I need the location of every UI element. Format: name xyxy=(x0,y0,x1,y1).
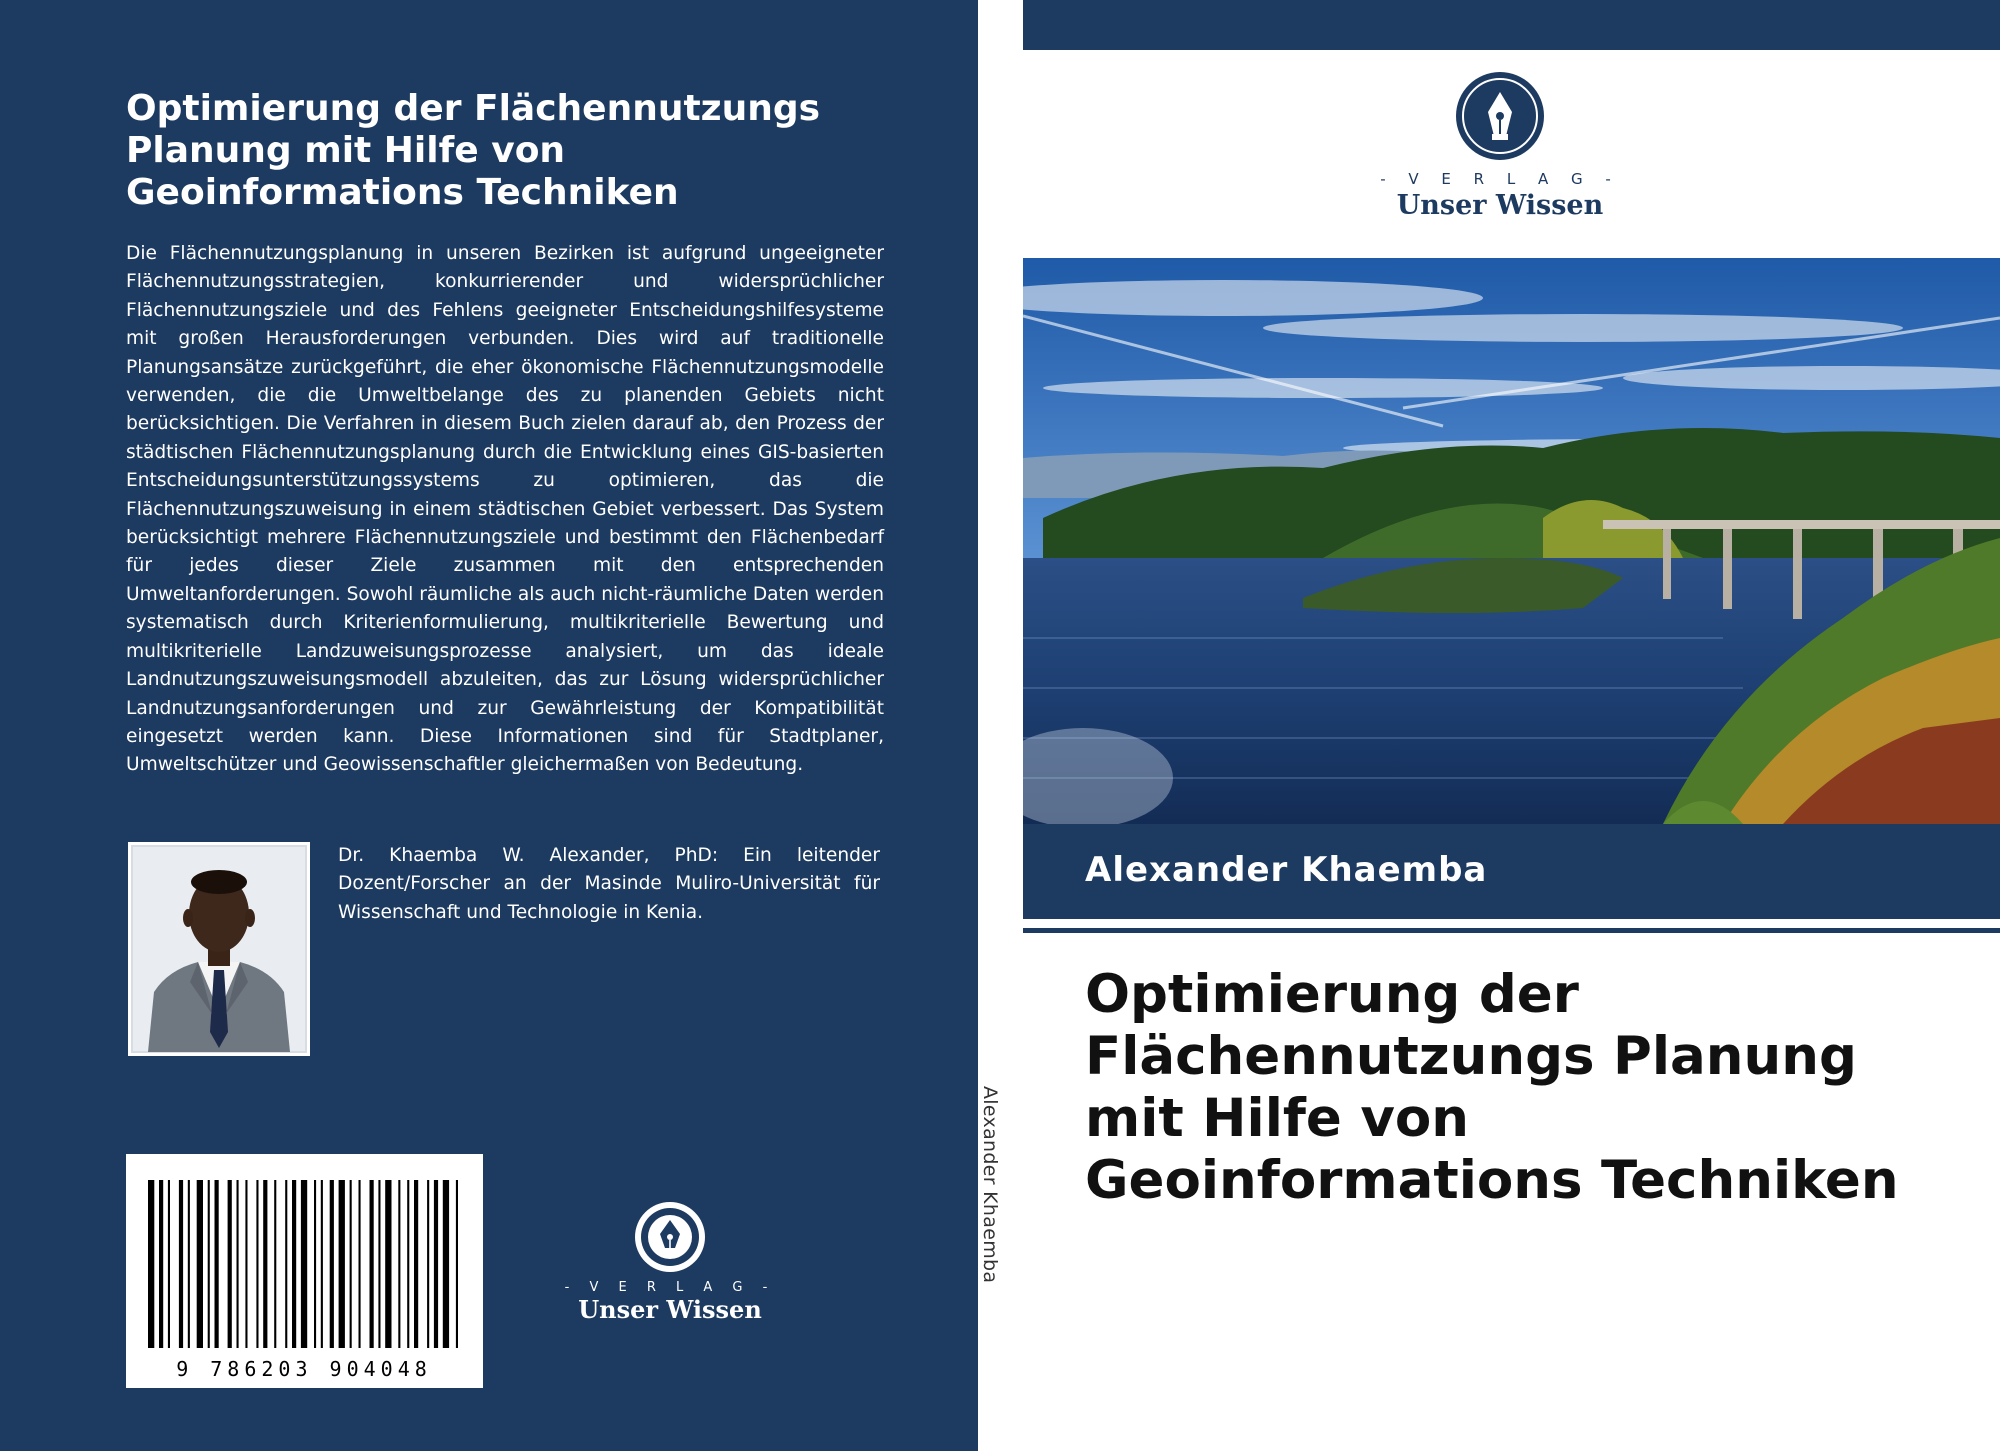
barcode-bar xyxy=(398,1180,400,1348)
spine-author: Alexander Khaemba xyxy=(979,1086,1001,1284)
front-author-bar xyxy=(1023,824,2000,919)
barcode-bar xyxy=(427,1180,429,1348)
isbn-barcode xyxy=(126,1154,483,1388)
barcode-bar xyxy=(148,1180,154,1348)
barcode-bar xyxy=(301,1180,307,1348)
front-top-bar xyxy=(1023,0,2000,50)
publisher-seal-icon xyxy=(633,1200,707,1274)
barcode-bar xyxy=(179,1180,183,1348)
back-publisher-label: - V E R L A G - xyxy=(564,1280,776,1295)
back-publisher-name: Unser Wissen xyxy=(578,1295,762,1324)
barcode-bar xyxy=(197,1180,203,1348)
barcode-bar xyxy=(228,1180,232,1348)
back-cover xyxy=(0,0,978,1451)
barcode-bar xyxy=(321,1180,323,1348)
barcode-bar xyxy=(159,1180,163,1348)
front-publisher-label: - V E R L A G - xyxy=(1380,170,1620,188)
barcode-bar xyxy=(414,1180,418,1348)
back-cover-title: Optimierung der Flächennutzungs Planung mit Hilfe von Geoinformations Techniken xyxy=(126,88,821,213)
front-cover-title: Optimierung der Flächennutzungs Planung mit Hilfe von Geoinformations Techniken xyxy=(1085,964,1899,1211)
barcode-bar xyxy=(385,1180,391,1348)
isbn-digits: 9 786203 904048 xyxy=(176,1357,432,1381)
barcode-bar xyxy=(359,1180,361,1348)
barcode-bar xyxy=(285,1180,287,1348)
front-divider-line xyxy=(1023,928,2000,933)
barcode-bar xyxy=(237,1180,239,1348)
front-author-name: Alexander Khaemba xyxy=(1085,850,1488,890)
barcode-bar xyxy=(208,1180,210,1348)
cover-photo xyxy=(1023,258,2000,824)
barcode-bar xyxy=(215,1180,219,1348)
barcode-bar xyxy=(330,1180,334,1348)
lake-landscape-photo-icon xyxy=(1023,258,2000,824)
barcode-bar xyxy=(350,1180,352,1348)
barcode-bar xyxy=(188,1180,190,1348)
barcode-bar xyxy=(443,1180,449,1348)
fountain-pen-nib-icon xyxy=(1454,70,1546,162)
barcode-bar xyxy=(314,1180,316,1348)
author-portrait-icon xyxy=(128,842,310,1056)
barcode-bar xyxy=(245,1180,247,1348)
barcode-bar xyxy=(339,1180,345,1348)
barcode-bar xyxy=(274,1180,276,1348)
barcode-bar xyxy=(168,1180,170,1348)
front-publisher-logo xyxy=(1350,70,1650,230)
barcode-bar xyxy=(407,1180,409,1348)
back-publisher-logo xyxy=(560,1200,780,1340)
barcode-bar xyxy=(263,1180,267,1348)
barcode-bar xyxy=(456,1180,458,1348)
author-bio: Dr. Khaemba W. Alexander, PhD: Ein leitender Dozent/Forscher an der Masinde Muliro-Universität für Wissenschaft und Technologie in Kenia. xyxy=(338,845,880,923)
author-photo xyxy=(128,842,310,1056)
barcode-bar xyxy=(292,1180,296,1348)
barcode-bar xyxy=(370,1180,374,1348)
back-cover-blurb: Die Flächennutzungsplanung in unseren Bezirken ist aufgrund ungeeigneter Flächennutzungsstrategien, konkurrierender und widersprüchlicher Flächennutzungsziele und des Fehlens geeigneter Entscheidungshilfesysteme mit großen Herausforderungen verbunden. Dies wird auf traditionelle Planungsansätze zurückgeführt, die eher ökonomische Flächennutzungsmodelle verwenden, die die Umweltbelange des zu planenden Gebiets nicht berücksichtigen. Die Verfahren in diesem Buch zielen darauf ab, den Prozess der städtischen Flächennutzungsplanung durch die Entwicklung eines GIS-basierten Entscheidungsunterstützungssystems zu optimieren, das die Flächennutzungszuweisung in einem städtischen Gebiet verbessert. Das System berücksichtigt mehrere Flächennutzungsziele und bestimmt den Flächenbedarf für jedes dieser Ziele zusammen mit den entsprechenden Umweltanforderungen. Sowohl räumliche als auch nicht-räumliche Daten werden systematisch durch Kriterienformulierung, multikriterielle Bewertung und multikriterielle Landzuweisungsprozesse analysiert, um das ideale Landnutzungszuweisungsmodell abzuleiten, das zur Lösung widersprüchlicher Landnutzungsanforderungen und zur Gewährleistung der Kompatibilität eingesetzt werden kann. Diese Informationen sind für Stadtplaner, Umweltschützer und Geowissenschaftler gleichermaßen von Bedeutung. xyxy=(126,243,884,776)
front-publisher-name: Unser Wissen xyxy=(1396,190,1604,221)
barcode-icon xyxy=(126,1154,483,1388)
barcode-bar xyxy=(378,1180,380,1348)
barcode-bar xyxy=(434,1180,438,1348)
barcode-bar xyxy=(256,1180,258,1348)
